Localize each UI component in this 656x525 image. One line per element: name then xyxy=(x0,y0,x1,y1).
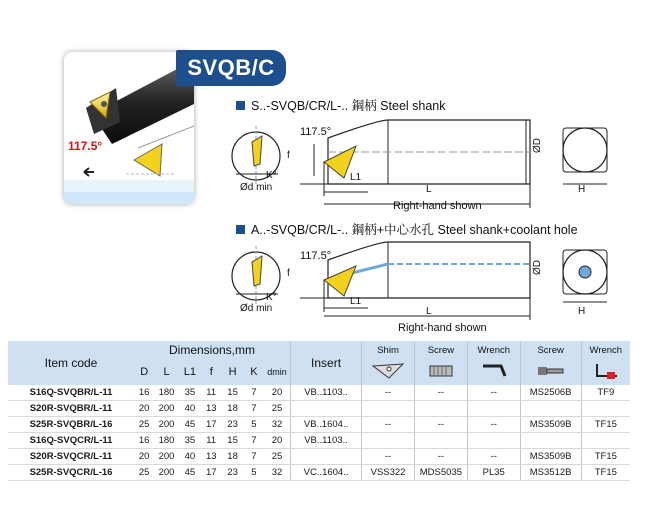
insert-cell: VB..1604.. xyxy=(290,417,361,433)
dimension-cell: 17 xyxy=(201,417,221,433)
dimension-cell: 16 xyxy=(134,385,154,401)
screw-cell xyxy=(414,401,467,417)
right-hand-caption: Right-hand shown xyxy=(398,322,487,334)
dim-k-label: K° xyxy=(266,170,277,181)
dimension-cell: 40 xyxy=(179,449,201,465)
item-code-cell: S16Q-SVQBR/L-11 xyxy=(8,385,134,401)
dimension-cell: 35 xyxy=(179,433,201,449)
insert-cell: VB..1103.. xyxy=(290,433,361,449)
dim-header: L xyxy=(154,359,178,385)
dim-od-label: ØD xyxy=(532,138,543,153)
dimension-cell: 180 xyxy=(154,433,178,449)
dim-l1-label: L1 xyxy=(350,172,362,183)
torx-wrench-cell xyxy=(581,433,630,449)
clamp-screw-cell: MS3512B xyxy=(520,465,581,481)
col-shim-label: Shim xyxy=(377,344,399,356)
dimension-cell: 25 xyxy=(264,401,290,417)
shim-cell: -- xyxy=(362,385,415,401)
lead-angle-label: 117.5° xyxy=(300,250,332,262)
dim-f-label: f xyxy=(287,268,290,279)
torx-wrench-cell: TF15 xyxy=(581,465,630,481)
dim-header: dmin xyxy=(264,359,290,385)
screw-icon xyxy=(414,359,467,385)
table-row xyxy=(8,417,630,433)
col-insert: Insert xyxy=(290,341,361,385)
right-hand-caption: Right-hand shown xyxy=(393,200,482,212)
item-code-cell: S20R-SVQBR/L-11 xyxy=(8,401,134,417)
clamp-screw-cell: MS3509B xyxy=(520,417,581,433)
dim-h-label: H xyxy=(578,306,586,317)
dimension-cell: 11 xyxy=(201,433,221,449)
col-dimensions: Dimensions,mm xyxy=(134,341,290,359)
dim-l-label: L xyxy=(426,184,432,195)
table-row xyxy=(8,401,630,417)
dimension-cell: 200 xyxy=(154,465,178,481)
dimension-cell: 5 xyxy=(244,465,264,481)
dimension-cell: 32 xyxy=(264,465,290,481)
dimension-cell: 20 xyxy=(264,433,290,449)
shim-cell xyxy=(362,401,415,417)
dimension-cell: 7 xyxy=(244,385,264,401)
dimension-cell: 200 xyxy=(154,449,178,465)
dimension-cell: 18 xyxy=(221,449,243,465)
dimension-cell: 20 xyxy=(134,401,154,417)
shim-cell: -- xyxy=(362,449,415,465)
wrench-icon xyxy=(467,359,520,385)
dimension-cell: 23 xyxy=(221,417,243,433)
col-screw1 xyxy=(414,341,467,359)
dimension-cell: 18 xyxy=(221,401,243,417)
table-row xyxy=(8,465,630,481)
dimension-cell: 16 xyxy=(134,433,154,449)
table-row xyxy=(8,385,630,401)
item-code-cell: S25R-SVQCR/L-16 xyxy=(8,465,134,481)
screw-cell xyxy=(414,433,467,449)
dimension-cell: 15 xyxy=(221,385,243,401)
dimension-cell: 32 xyxy=(264,417,290,433)
clamp-screw-cell xyxy=(520,401,581,417)
dim-l-label: L xyxy=(426,306,432,317)
dimension-cell: 45 xyxy=(179,417,201,433)
dimension-cell: 180 xyxy=(154,385,178,401)
dimension-cell: 13 xyxy=(201,401,221,417)
dimension-cell: 25 xyxy=(134,465,154,481)
dimension-cell: 7 xyxy=(244,449,264,465)
col-screw1-label: Screw xyxy=(427,344,455,356)
col-wrench2 xyxy=(581,341,630,359)
clamp-screw-icon xyxy=(520,359,581,385)
wrench-cell: -- xyxy=(467,417,520,433)
table-row xyxy=(8,449,630,465)
insert-cell: VC..1604.. xyxy=(290,465,361,481)
dim-header: K xyxy=(244,359,264,385)
bullet-square-icon xyxy=(236,101,245,110)
dim-od-label: ØD xyxy=(532,260,543,275)
section-title-text: A..-SVQB/CR/L-.. 鋼柄+中心水孔 Steel shank+coolant hole xyxy=(251,223,578,237)
col-shim xyxy=(362,341,415,359)
dimension-cell: 7 xyxy=(244,433,264,449)
dimension-cell: 20 xyxy=(134,449,154,465)
section-title-text: S..-SVQB/CR/L-.. 鋼柄 Steel shank xyxy=(251,99,446,113)
bullet-square-icon xyxy=(236,225,245,234)
dimension-cell: 200 xyxy=(154,401,178,417)
shim-cell xyxy=(362,433,415,449)
item-code-cell: S20R-SVQCR/L-11 xyxy=(8,449,134,465)
screw-cell: -- xyxy=(414,417,467,433)
dim-h-label: H xyxy=(578,184,586,195)
dim-dmin-label: Ød min xyxy=(240,182,273,193)
col-wrench2-label: Wrench xyxy=(589,344,623,356)
torx-wrench-cell: TF15 xyxy=(581,417,630,433)
dimension-cell: 11 xyxy=(201,385,221,401)
dim-header: H xyxy=(221,359,243,385)
lead-angle-label: 117.5° xyxy=(300,126,332,138)
photo-angle-label: 117.5° xyxy=(68,139,103,153)
shim-cell: -- xyxy=(362,417,415,433)
torx-wrench-icon xyxy=(581,359,630,385)
specification-table xyxy=(8,341,630,481)
dimension-cell: 20 xyxy=(264,385,290,401)
col-screw2 xyxy=(520,341,581,359)
insert-cell xyxy=(290,449,361,465)
col-wrench1-label: Wrench xyxy=(477,344,511,356)
insert-cell: VB..1103.. xyxy=(290,385,361,401)
dimension-cell: 25 xyxy=(134,417,154,433)
torx-wrench-cell xyxy=(581,401,630,417)
screw-cell: MDS5035 xyxy=(414,465,467,481)
dimension-cell: 13 xyxy=(201,449,221,465)
dim-f-label: f xyxy=(287,150,290,161)
dim-dmin-label: Ød min xyxy=(240,303,273,314)
dim-k-label: K° xyxy=(266,292,277,303)
dimension-cell: 17 xyxy=(201,465,221,481)
dimension-cell: 45 xyxy=(179,465,201,481)
item-code-cell: S16Q-SVQCR/L-11 xyxy=(8,433,134,449)
wrench-cell: -- xyxy=(467,449,520,465)
dimension-cell: 200 xyxy=(154,417,178,433)
shim-cell: VSS322 xyxy=(362,465,415,481)
clamp-screw-cell: MS2506B xyxy=(520,385,581,401)
col-screw2-label: Screw xyxy=(537,344,564,356)
dimension-cell: 23 xyxy=(221,465,243,481)
product-series-badge: SVQB/C xyxy=(176,50,286,86)
dimension-cell: 7 xyxy=(244,401,264,417)
wrench-cell xyxy=(467,433,520,449)
torx-wrench-cell: TF9 xyxy=(581,385,630,401)
col-wrench1 xyxy=(467,341,520,359)
wrench-cell: -- xyxy=(467,385,520,401)
dim-header: D xyxy=(134,359,154,385)
dimension-cell: 35 xyxy=(179,385,201,401)
shim-icon xyxy=(362,359,415,385)
product-photo xyxy=(64,52,194,204)
col-item-code: Item code xyxy=(8,341,134,385)
wrench-cell: PL35 xyxy=(467,465,520,481)
dimension-cell: 40 xyxy=(179,401,201,417)
wrench-cell xyxy=(467,401,520,417)
torx-wrench-cell: TF15 xyxy=(581,449,630,465)
dim-header: f xyxy=(201,359,221,385)
dimension-cell: 25 xyxy=(264,449,290,465)
insert-cell xyxy=(290,401,361,417)
clamp-screw-cell xyxy=(520,433,581,449)
dimension-cell: 15 xyxy=(221,433,243,449)
dim-header: L1 xyxy=(179,359,201,385)
screw-cell: -- xyxy=(414,385,467,401)
item-code-cell: S25R-SVQBR/L-16 xyxy=(8,417,134,433)
table-row xyxy=(8,433,630,449)
screw-cell: -- xyxy=(414,449,467,465)
dimension-cell: 5 xyxy=(244,417,264,433)
dim-l1-label: L1 xyxy=(350,296,362,307)
clamp-screw-cell: MS3509B xyxy=(520,449,581,465)
